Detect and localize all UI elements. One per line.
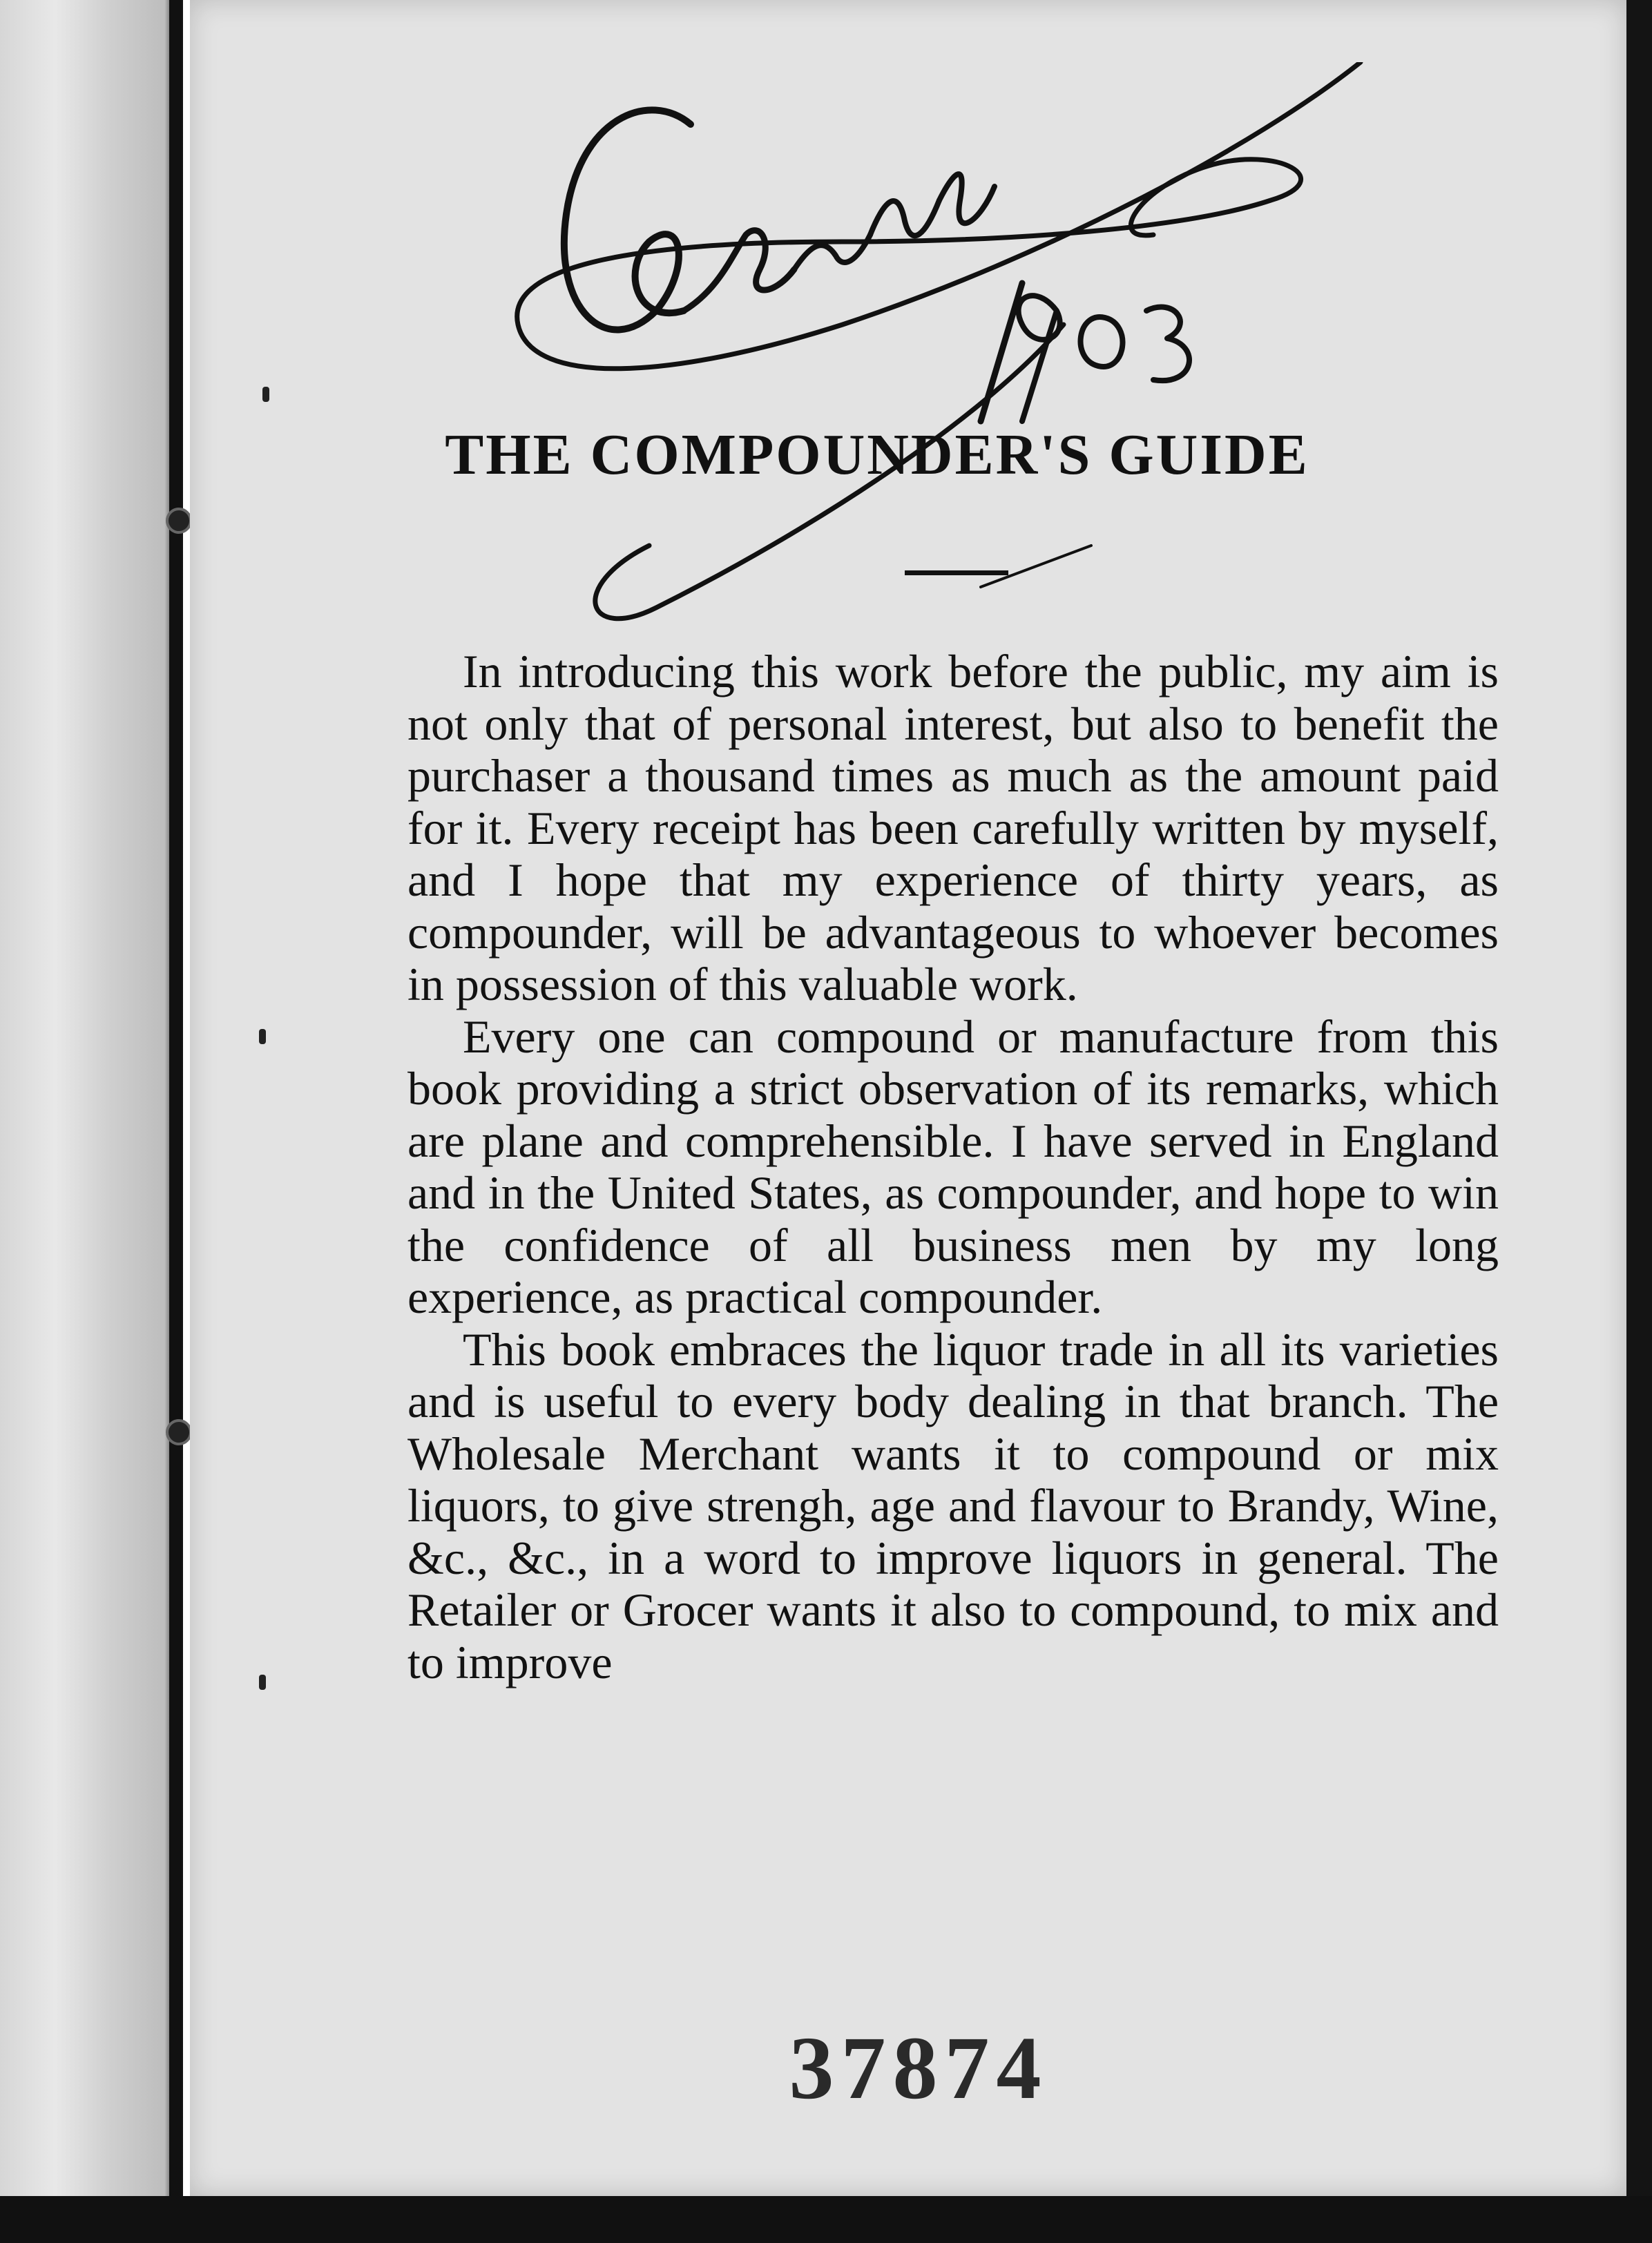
margin-mark xyxy=(259,1029,266,1044)
paragraph: Every one can compound or manufacture from this book providing a strict observation of its remarks, which are plane and comprehensible. I have served in England and in the United States, as compounder, and hope to win the confidence of all business men by my long experience, as practical compounder. xyxy=(407,1010,1499,1323)
binding-stitch xyxy=(166,1419,192,1445)
paragraph: In introducing this work before the public, my aim is not only that of personal interest, but also to benefit the purchaser a thousand times as much as the amount paid for it. Every receipt has been carefully written by myself, and I hope that my experience of thirty years, as compounder, will be advantageous to whoever becomes in possession of this valuable work. xyxy=(407,645,1499,1010)
page-bottom-edge xyxy=(0,2196,1652,2243)
margin-mark xyxy=(262,387,269,402)
page-right-edge xyxy=(1626,0,1652,2243)
page-title: THE COMPOUNDER'S GUIDE xyxy=(445,423,1309,487)
book-binding xyxy=(0,0,183,2243)
binding-edge xyxy=(169,0,182,2243)
paragraph: This book embraces the liquor trade in all its varieties and is useful to every body dealing in that branch. The Wholesale Merchant wants it to compound or mix liquors, to give strengh, age and flavour to Brandy, Wine, &c., &c., in a word to improve liquors in general. The Retailer or Grocer wants it also to compound, to mix and to improve xyxy=(407,1322,1499,1688)
binding-stitch xyxy=(166,508,192,534)
accession-number: 37874 xyxy=(789,2019,1048,2118)
body-text xyxy=(407,646,1499,1688)
margin-mark xyxy=(259,1675,266,1690)
handwritten-signature xyxy=(359,62,1395,684)
